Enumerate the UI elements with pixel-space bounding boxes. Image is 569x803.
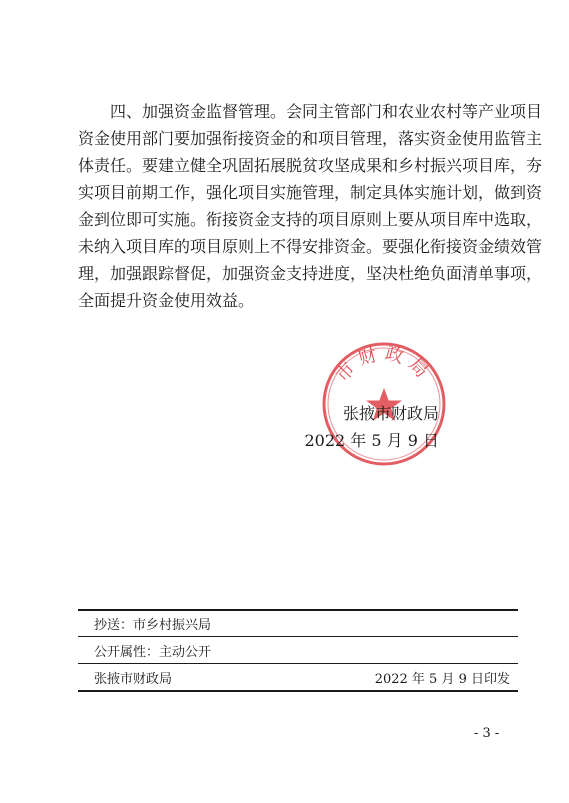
signature-date: 2022 年 5 月 9 日 — [304, 431, 439, 450]
footer-disclosure — [94, 641, 510, 660]
body-line: 四、加强资金监督管理。会同主管部门和农业农村等产业项目 — [78, 102, 543, 121]
issuer-text: 张掖市财政局 — [94, 672, 173, 687]
page-number: - 3 - — [474, 726, 500, 741]
body-line: 金到位即可实施。衔接资金支持的项目原则上要从项目库中选取， — [78, 210, 543, 229]
footer-issuer-row — [94, 668, 510, 687]
body-line: 体责任。要建立健全巩固拓展脱贫攻坚成果和乡村振兴项目库，夯 — [78, 156, 543, 175]
body-line: 实项目前期工作，强化项目实施管理，制定具体实施计划，做到资 — [78, 183, 543, 202]
svg-text:市财政局: 市财政局 — [331, 342, 437, 387]
footer-divider — [78, 663, 518, 664]
footer-cc — [94, 614, 510, 633]
body-line: 资金使用部门要加强衔接资金的和项目管理，落实资金使用监管主 — [78, 129, 543, 148]
disclosure-text: 公开属性：主动公开 — [94, 645, 212, 660]
body-line: 全面提升资金使用效益。 — [78, 291, 255, 310]
footer-top-rule — [78, 609, 518, 611]
body-text — [78, 98, 543, 314]
body-line: 理，加强跟踪督促，加强资金支持进度，坚决杜绝负面清单事项， — [78, 264, 543, 283]
footer-bottom-rule — [78, 690, 518, 692]
footer-divider — [78, 636, 518, 637]
signature-org: 张掖市财政局 — [342, 404, 439, 423]
body-line: 未纳入项目库的项目原则上不得安排资金。要强化衔接资金绩效管 — [78, 237, 543, 256]
cc-text: 抄送：市乡村振兴局 — [94, 618, 212, 633]
print-date: 2022 年 5 月 9 日印发 — [374, 672, 510, 687]
